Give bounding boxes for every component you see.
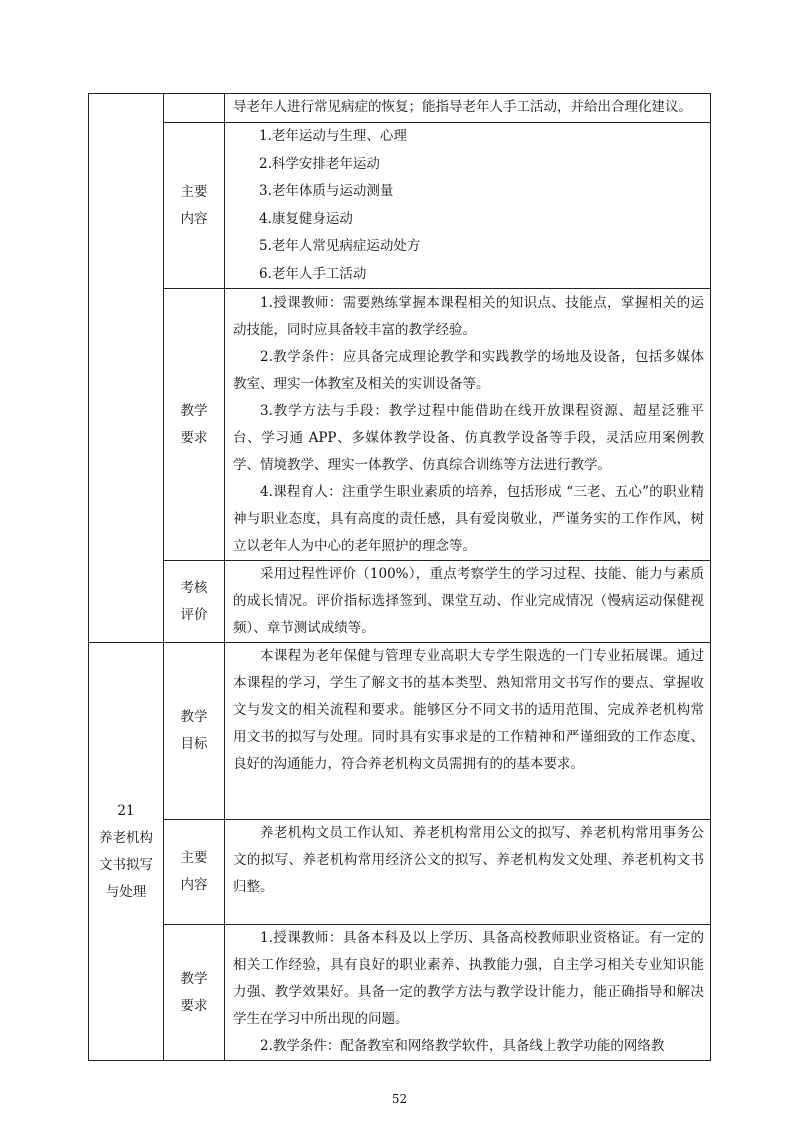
label-line: 主要 (180, 850, 208, 866)
teaching-requirements-text (225, 925, 711, 1061)
label-line: 主要 (180, 183, 208, 200)
assessment-label (164, 561, 225, 643)
main-content-list (225, 123, 711, 289)
course-20-name-cell (89, 94, 164, 643)
course-table (88, 93, 711, 1061)
objectives-text (225, 643, 711, 820)
label-line: 考核 (180, 579, 208, 596)
paragraph: 4.课程育人：注重学生职业素质的培养，包括形成 “三老、五心”的职业精神与职业态度，具有高度的责任感，具有爱岗敬业，严谨务实的工作作风，树立以老年人为中心的老年照护的理念等。 (233, 484, 704, 554)
paragraph: 养老机构文员工作认知、养老机构常用公文的拟写、养老机构常用事务公文的拟写、养老机构常用经济公文的拟写、养老机构发文处理、养老机构文书归整。 (233, 825, 704, 895)
list-item: 4.康复健身运动 (259, 210, 353, 227)
teaching-requirements-label (164, 925, 225, 1061)
continuation-cell (225, 94, 711, 123)
label-line: 目标 (180, 736, 208, 752)
label-line: 要求 (180, 997, 208, 1014)
main-content-label (164, 820, 225, 925)
label-line: 要求 (180, 429, 208, 446)
paragraph: 2.教学条件：配备教室和网络教学软件，具备线上教学功能的网络教 (260, 1038, 665, 1054)
course-name-line: 与处理 (105, 883, 147, 900)
course-name-line: 养老机构 (99, 829, 153, 846)
label-line: 教学 (180, 970, 208, 987)
assessment-text (225, 561, 711, 643)
empty-label-cell (164, 94, 225, 123)
continuation-text: 导老年人进行常见病症的恢复；能指导老年人手工活动，并给出合理化建议。 (233, 99, 692, 115)
page-number: 52 (391, 1092, 408, 1106)
paragraph: 本课程为老年保健与管理专业高职大专学生限选的一门专业拓展课。通过本课程的学习，学生了解文书的基本类型、熟知常用文书写作的要点、掌握收文与发文的相关流程和要求。能够区分不同文书的适用范围、完成养老机构常用文书的拟写与处理。同时具有实事求是的工作精神和严谨细致的工作态度、良好的沟通能力，符合养老机构文员需拥有的的基本要求。 (233, 648, 704, 772)
teaching-requirements-text (225, 289, 711, 561)
course-name-line: 文书拟写 (99, 856, 153, 873)
paragraph: 3.教学方法与手段：教学过程中能借助在线开放课程资源、超星泛雅平台、学习通 APP、多媒体教学设备、仿真教学设备等手段，灵活应用案例教学、情境教学、理实一体教学、仿真综合训练等方法进行教学。 (233, 403, 704, 473)
teaching-requirements-label (164, 289, 225, 561)
list-item: 3.老年体质与运动测量 (259, 183, 394, 199)
label-line: 内容 (180, 877, 208, 893)
list-item: 6.老年人手工活动 (259, 265, 367, 282)
list-item: 2.科学安排老年运动 (259, 155, 380, 172)
objectives-label (164, 643, 225, 820)
list-item: 1.老年运动与生理、心理 (259, 128, 407, 144)
paragraph: 1.授课教师：需要熟练掌握本课程相关的知识点、技能点，掌握相关的运动技能，同时应具备较丰富的教学经验。 (233, 295, 704, 338)
paragraph: 1.授课教师：具备本科及以上学历、具备高校教师职业资格证。有一定的相关工作经验，具有良好的职业素养、执教能力强，自主学习相关专业知识能力强、教学效果好。具备一定的教学方法与教学设计能力，能正确指导和解决学生在学习中所出现的问题。 (233, 930, 704, 1027)
main-content-label (164, 123, 225, 289)
course-number: 21 (117, 802, 135, 819)
list-item: 5.老年人常见病症运动处方 (259, 238, 421, 254)
label-line: 内容 (180, 210, 208, 227)
label-line: 评价 (180, 606, 208, 623)
paragraph: 2.教学条件：应具备完成理论教学和实践教学的场地及设备，包括多媒体教室、理实一体教室及相关的实训设备等。 (233, 349, 704, 392)
label-line: 教学 (180, 709, 208, 725)
label-line: 教学 (180, 402, 208, 419)
main-content-text (225, 820, 711, 925)
paragraph: 采用过程性评价（100%），重点考察学生的学习过程、技能、能力与素质的成长情况。评价指标选择签到、课堂互动、作业完成情况（慢病运动保健视频）、章节测试成绩等。 (233, 566, 704, 636)
course-21-name-cell (89, 643, 164, 1061)
